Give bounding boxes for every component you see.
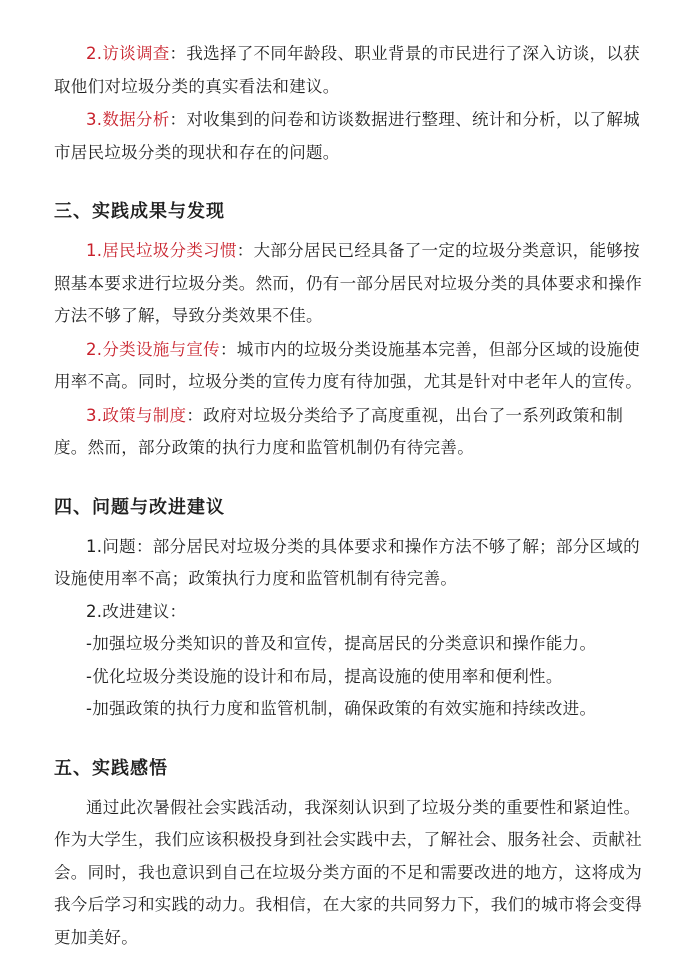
finding-policy-sep: ： [186, 405, 204, 425]
suggestion-item: -加强政策的执行力度和监管机制，确保政策的有效实施和持续改进。 [86, 699, 597, 718]
method-analysis-text: 对收集到的问卷和访谈数据进行整理、统计和分析，以了解城市居民垃圾分类的现状和存在的问题。 [54, 110, 640, 162]
finding-facilities-label: 2.分类设施与宣传 [86, 339, 220, 359]
method-interview [54, 38, 650, 103]
finding-habits [54, 235, 650, 333]
section5-heading: 五、实践感悟 [54, 757, 168, 779]
method-analysis [54, 104, 650, 169]
finding-policy-text: 政府对垃圾分类给予了高度重视，出台了一系列政策和制度。然而，部分政策的执行力度和监管机制仍有待完善。 [54, 405, 624, 457]
method-analysis-sep: ： [169, 110, 187, 129]
finding-habits-label: 1.居民垃圾分类习惯 [86, 241, 237, 260]
finding-habits-sep: ： [236, 241, 254, 260]
method-interview-text: 我选择了不同年龄段、职业背景的市民进行了深入访谈，以获取他们对垃圾分类的真实看法和建议。 [54, 44, 640, 96]
finding-facilities-text: 城市内的垃圾分类设施基本完善，但部分区域的设施使用率不高。同时，垃圾分类的宣传力度有待加强，尤其是针对中老年人的宣传。 [54, 339, 642, 391]
suggestion-item: -加强垃圾分类知识的普及和宣传，提高居民的分类意识和操作能力。 [86, 634, 597, 653]
method-interview-sep: ： [169, 44, 187, 63]
finding-facilities [54, 334, 650, 399]
suggestion-item: -优化垃圾分类设施的设计和布局，提高设施的使用率和便利性。 [86, 666, 563, 686]
problem-paragraph: 1.问题：部分居民对垃圾分类的具体要求和操作方法不够了解；部分区域的设施使用率不高；政策执行力度和监管机制有待完善。 [54, 536, 640, 588]
reflection-paragraph: 通过此次暑假社会实践活动，我深刻认识到了垃圾分类的重要性和紧迫性。作为大学生，我们应该积极投身到社会实践中去，了解社会、服务社会、贡献社会。同时，我也意识到自己在垃圾分类方面的不足和需要改进的地方，这将成为我今后学习和实践的动力。我相信，在大家的共同努力下，我们的城市将会变得更加美好。 [54, 797, 642, 947]
finding-policy-label: 3.政策与制度 [86, 405, 187, 425]
finding-facilities-sep: ： [219, 339, 237, 359]
section4-heading: 四、问题与改进建议 [54, 496, 225, 518]
finding-policy [54, 400, 650, 465]
finding-habits-text: 大部分居民已经具备了一定的垃圾分类意识，能够按照基本要求进行垃圾分类。然而，仍有一部分居民对垃圾分类的具体要求和操作方法不够了解，导致分类效果不佳。 [54, 241, 642, 325]
section3-heading: 三、实践成果与发现 [54, 201, 225, 222]
suggestion-label: 2.改进建议： [86, 601, 187, 621]
method-interview-label: 2.访谈调查 [86, 44, 170, 63]
method-analysis-label: 3.数据分析 [86, 110, 170, 129]
